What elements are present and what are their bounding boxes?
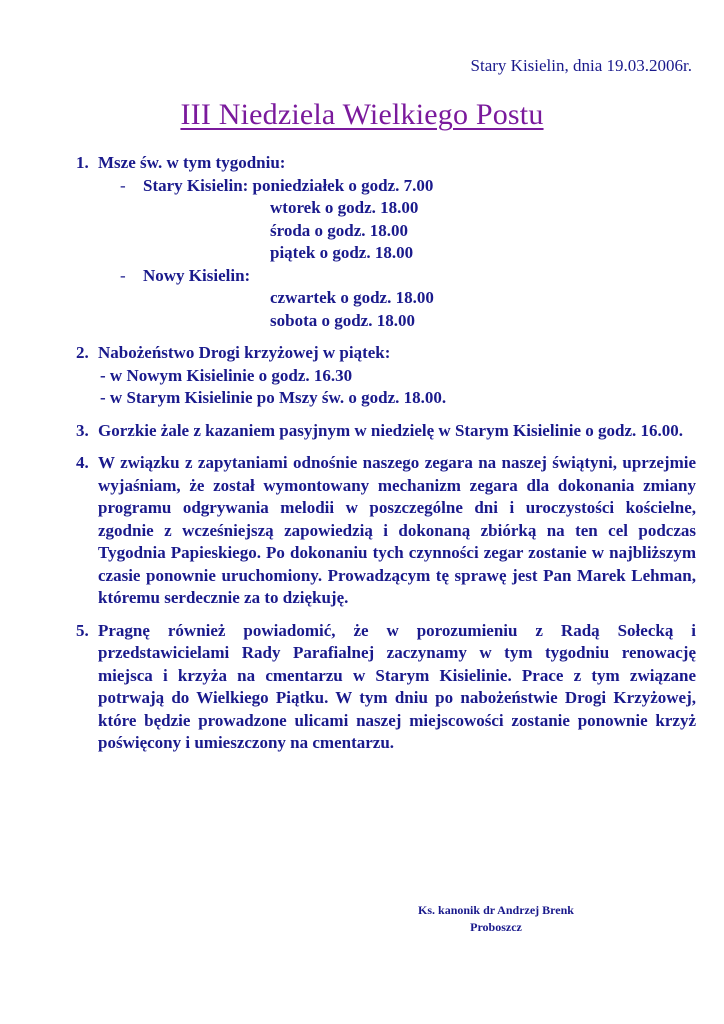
nowy-kisielin-schedule <box>98 265 696 288</box>
signature-name: Ks. kanonik dr Andrzej Brenk <box>418 903 574 917</box>
announcement-item-1 <box>76 152 696 332</box>
dash-marker: - <box>120 265 126 285</box>
schedule-line: czwartek o godz. 18.00 <box>270 288 434 307</box>
announcement-item-4 <box>76 452 696 610</box>
item-number: 5. <box>76 620 89 640</box>
schedule-line: wtorek o godz. 18.00 <box>270 198 419 217</box>
schedule-line: Stary Kisielin: poniedziałek o godz. 7.00 <box>143 175 434 195</box>
item-text: Pragnę również powiadomić, że w porozumieniu z Radą Sołecką i przedstawicielami Rady Parafialnej zaczynamy w tym tygodniu renowację miejsca i krzyża na cmentarzu w Starym Kisielinie. Prace z tym związane potrwają do Wielkiego Piątku. W tym dniu po nabożeństwie Drogi Krzyżowej, które będzie prowadzone ulicami naszej miejscowości zostanie ponownie krzyż poświęcony i umieszczony na cmentarzu. <box>98 620 696 752</box>
item-number: 2. <box>76 343 89 362</box>
item-number: 1. <box>76 153 89 172</box>
item-text: Gorzkie żale z kazaniem pasyjnym w niedzielę w Starym Kisielinie o godz. 16.00. <box>98 420 684 440</box>
schedule-line: Nowy Kisielin: <box>143 265 251 285</box>
announcement-item-5 <box>76 620 696 755</box>
dash-marker: - <box>120 175 126 195</box>
signature-block <box>396 902 596 936</box>
schedule-line: środa o godz. 18.00 <box>270 220 409 240</box>
item-text: W związku z zapytaniami odnośnie naszego zegara na naszej świątyni, uprzejmie wyjaśniam, że został wymontowany mechanizm zegara dla dokonania zmiany programu odgrywania melodii w poszczególne dni i uroczystości kościelne, zgodnie z wcześniejszą zapowiedzią i dokonaną zbiórką na ten cel podczas Tygodnia Papieskiego. Po dokonaniu tych czynności zegar zostanie w najbliższym czasie ponownie uruchomiony. Prowadzącym tę sprawę jest Pan Marek Lehman, któremu serdecznie za to dziękuję. <box>98 453 696 607</box>
document-date: Stary Kisielin, dnia 19.03.2006r. <box>470 56 692 75</box>
schedule-line: piątek o godz. 18.00 <box>270 243 414 262</box>
announcement-item-2 <box>76 342 696 410</box>
stary-kisielin-schedule <box>98 175 696 198</box>
item-heading: Msze św. w tym tygodniu: <box>98 153 286 172</box>
stations-line: - w Starym Kisielinie po Mszy św. o godz. 18.00. <box>100 388 447 407</box>
stations-line: - w Nowym Kisielinie o godz. 16.30 <box>100 365 353 385</box>
document-title: III Niedziela Wielkiego Postu <box>180 98 544 131</box>
announcements-list <box>76 152 696 755</box>
item-heading: Nabożeństwo Drogi krzyżowej w piątek: <box>98 343 391 362</box>
signature-role: Proboszcz <box>470 920 522 934</box>
item-number: 3. <box>76 420 89 440</box>
schedule-line: sobota o godz. 18.00 <box>270 310 415 330</box>
item-number: 4. <box>76 453 89 472</box>
announcement-item-3 <box>76 420 696 443</box>
